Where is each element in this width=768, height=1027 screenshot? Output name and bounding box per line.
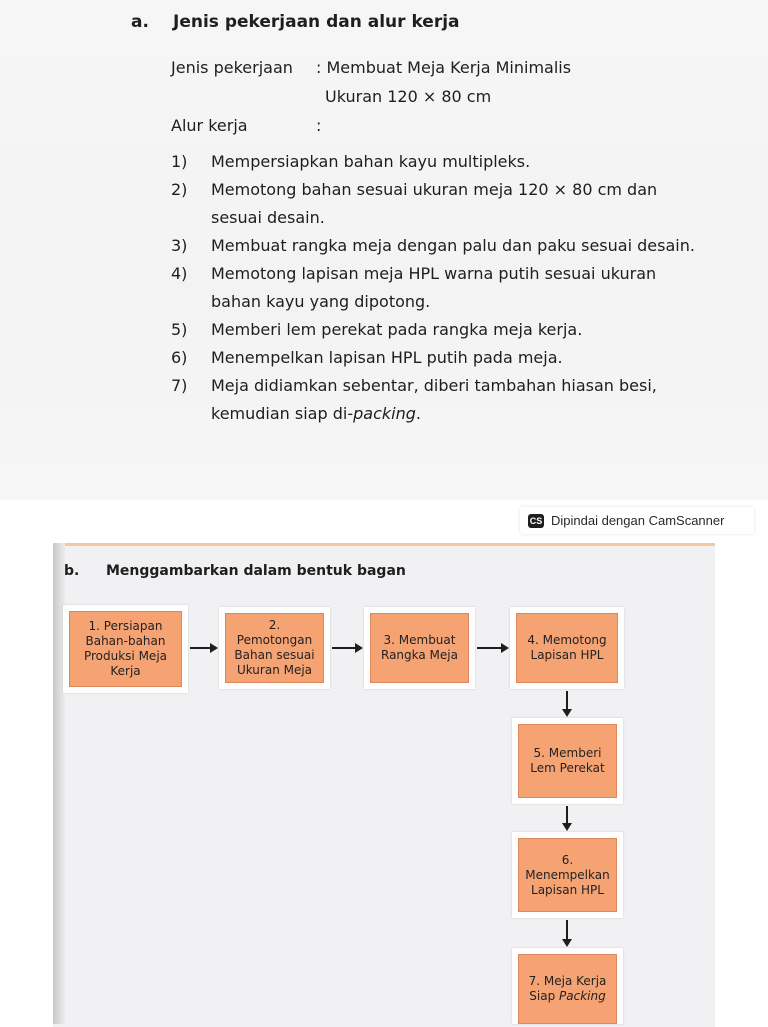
step-text: Menempelkan lapisan HPL putih pada meja. — [211, 348, 563, 367]
flow-box-7 — [518, 954, 617, 1024]
alur-kerja-label: Alur kerja — [171, 116, 248, 135]
step-number: 5) — [171, 320, 188, 339]
step-text: Mempersiapkan bahan kayu multipleks. — [211, 152, 531, 171]
flow-box-label: 3. Membuat Rangka Meja — [381, 633, 458, 662]
flow-box-label: 6. Menempelkan Lapisan HPL — [525, 852, 610, 897]
flow-box-4 — [516, 613, 618, 683]
step-text: Memotong bahan sesuai ukuran meja 120 × 80 cm dan sesuai desain. — [211, 180, 658, 227]
flow-box-label: 2. Pemotongan Bahan sesuai Ukuran Meja — [234, 618, 315, 677]
flow-box-label: 4. Memotong Lapisan HPL — [527, 633, 607, 662]
step-text-italic: packing — [353, 404, 416, 423]
step-number: 7) — [171, 376, 188, 395]
section-b-letter: b. — [64, 563, 80, 579]
step-text-main: Meja didiamkan sebentar, diberi tambahan hiasan besi, kemudian siap di- — [211, 376, 657, 423]
ukuran-row — [325, 87, 491, 106]
step-text — [211, 372, 711, 428]
flow-box-3 — [370, 613, 469, 683]
alur-kerja-colon: : — [316, 116, 322, 135]
flow-box-label — [523, 974, 612, 1004]
list-item — [171, 232, 711, 260]
section-b-heading — [64, 563, 406, 579]
arrow-down-icon — [566, 806, 568, 829]
arrow-right-icon — [332, 647, 361, 649]
list-item — [171, 372, 711, 428]
list-item — [171, 344, 711, 372]
step-text: Memberi lem perekat pada rangka meja kerja. — [211, 320, 583, 339]
document-page-top — [0, 0, 768, 500]
step-text: Memotong lapisan meja HPL warna putih sesuai ukuran bahan kayu yang dipotong. — [211, 264, 657, 311]
camscanner-text: Dipindai dengan CamScanner — [551, 513, 725, 528]
camscanner-icon: CS — [529, 515, 543, 526]
flow-box-6 — [518, 838, 617, 912]
section-a-heading — [131, 12, 460, 32]
arrow-down-icon — [566, 691, 568, 715]
alur-kerja-row — [171, 116, 321, 135]
jenis-pekerjaan-value: : Membuat Meja Kerja Minimalis — [316, 58, 572, 77]
list-item — [171, 176, 711, 232]
step-number: 4) — [171, 264, 188, 283]
section-a-title: Jenis pekerjaan dan alur kerja — [173, 12, 460, 32]
flow-box-label-italic: Packing — [559, 989, 606, 1003]
arrow-right-icon — [477, 647, 507, 649]
step-number: 6) — [171, 348, 188, 367]
list-item — [171, 260, 711, 316]
step-text-end: . — [415, 404, 421, 423]
list-item — [171, 148, 711, 176]
camscanner-badge — [520, 507, 754, 534]
ukuran-value: Ukuran 120 × 80 cm — [325, 87, 492, 106]
step-number: 3) — [171, 236, 188, 255]
list-item — [171, 316, 711, 344]
arrow-down-icon — [566, 920, 568, 945]
arrow-right-icon — [190, 647, 216, 649]
flow-box-label: 1. Persiapan Bahan-bahan Produksi Meja Kerja — [83, 619, 168, 678]
jenis-pekerjaan-label: Jenis pekerjaan — [171, 58, 293, 77]
flow-box-label: 5. Memberi Lem Perekat — [530, 746, 605, 775]
section-a-letter: a. — [131, 12, 149, 32]
step-number: 2) — [171, 180, 188, 199]
section-b-title: Menggambarkan dalam bentuk bagan — [106, 563, 406, 579]
flow-box-5 — [518, 724, 617, 798]
flow-box-2 — [225, 613, 324, 683]
flow-box-1 — [69, 611, 182, 687]
jenis-pekerjaan-row — [171, 58, 571, 77]
step-text: Membuat rangka meja dengan palu dan paku sesuai desain. — [211, 236, 695, 255]
step-number: 1) — [171, 152, 188, 171]
flow-box-label-main: 7. Meja Kerja Siap — [528, 974, 607, 1003]
workflow-steps-list — [171, 148, 711, 428]
